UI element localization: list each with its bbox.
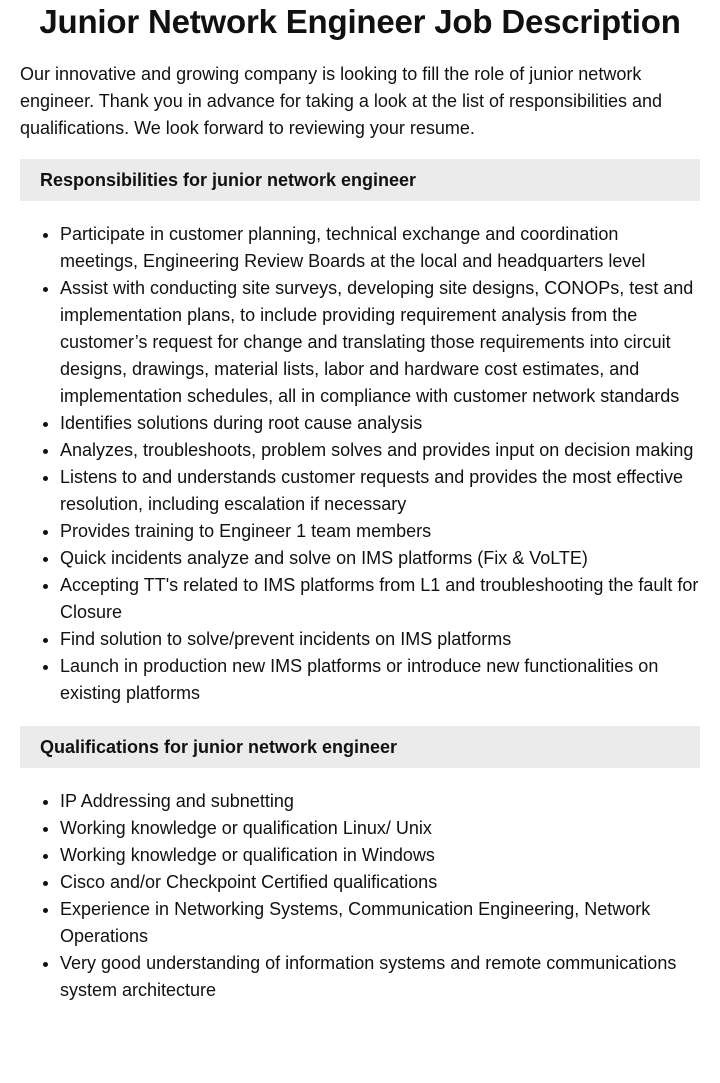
list-item: • Listens to and understands customer requests and provides the most effective resolution, including escalation if necessary (60, 464, 700, 518)
list-item: • Working knowledge or qualification Linux/ Unix (60, 815, 700, 842)
list-item: • Participate in customer planning, technical exchange and coordination meetings, Engineering Review Boards at the local and headquarters level (60, 221, 700, 275)
responsibilities-heading: Responsibilities for junior network engineer (20, 159, 700, 201)
list-item: • Experience in Networking Systems, Communication Engineering, Network Operations (60, 896, 700, 950)
responsibilities-list (20, 221, 700, 707)
intro-paragraph: Our innovative and growing company is looking to fill the role of junior network engineer. Thank you in advance for taking a look at the list of responsibilities and qualifications. We look forward to reviewing your resume. (20, 64, 663, 138)
page-title: Junior Network Engineer Job Description (39, 3, 681, 40)
list-item: • Find solution to solve/prevent incidents on IMS platforms (60, 626, 700, 653)
list-item: • Very good understanding of information systems and remote communications system architecture (60, 950, 700, 1004)
list-item: • Quick incidents analyze and solve on IMS platforms (Fix & VoLTE) (60, 545, 700, 572)
list-item: • IP Addressing and subnetting (60, 788, 700, 815)
list-item: • Identifies solutions during root cause analysis (60, 410, 700, 437)
list-item: • Launch in production new IMS platforms or introduce new functionalities on existing platforms (60, 653, 700, 707)
list-item: • Accepting TT's related to IMS platforms from L1 and troubleshooting the fault for Closure (60, 572, 700, 626)
list-item: • Cisco and/or Checkpoint Certified qualifications (60, 869, 700, 896)
qualifications-list (20, 788, 700, 1004)
qualifications-heading: Qualifications for junior network engineer (20, 726, 700, 768)
list-item: • Assist with conducting site surveys, developing site designs, CONOPs, test and implementation plans, to include providing requirement analysis from the customer’s request for change and translating those requirements into circuit designs, drawings, material lists, labor and hardware cost estimates, and implementation schedules, all in compliance with customer network standards (60, 275, 700, 410)
list-item: • Provides training to Engineer 1 team members (60, 518, 700, 545)
list-item: • Analyzes, troubleshoots, problem solves and provides input on decision making (60, 437, 700, 464)
list-item: • Working knowledge or qualification in Windows (60, 842, 700, 869)
